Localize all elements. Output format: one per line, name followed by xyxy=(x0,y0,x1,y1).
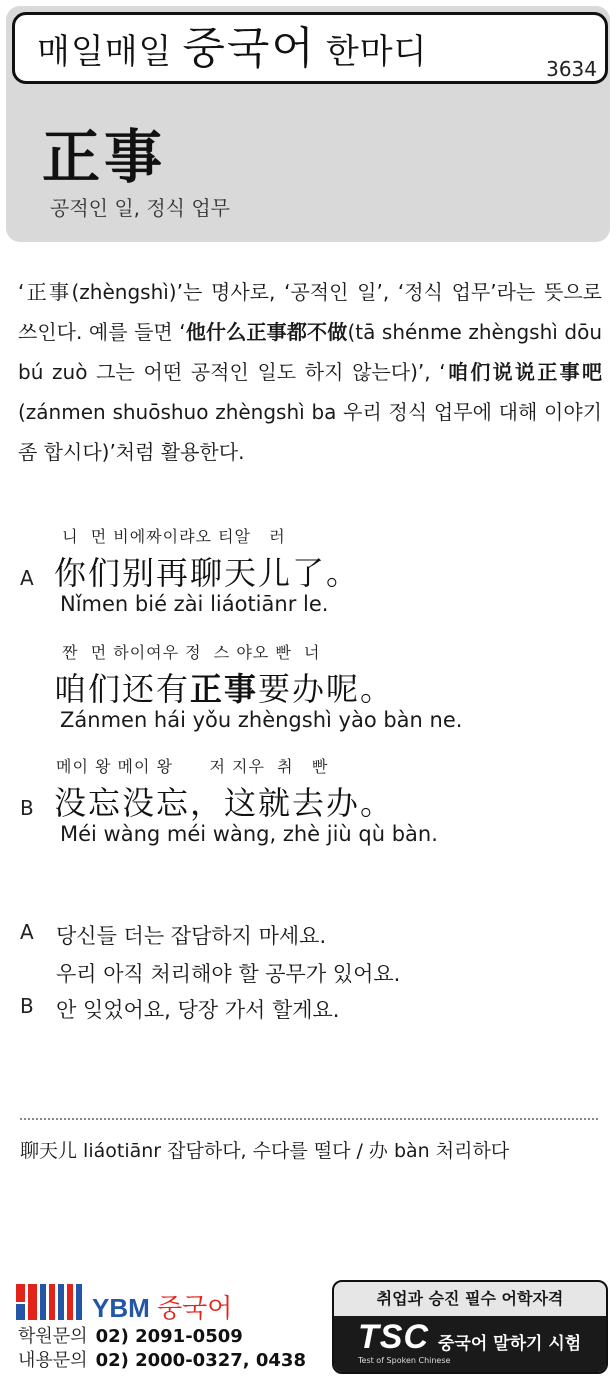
contact-number: 02) 2000-0327, 0438 xyxy=(95,1350,306,1371)
translation-speaker: B xyxy=(20,994,34,1018)
contact-number: 02) 2091-0509 xyxy=(95,1326,243,1347)
dialogue-line-2 xyxy=(0,638,616,738)
dialogue-speaker: B xyxy=(20,796,34,820)
ybm-brand-kor: 중국어 xyxy=(157,1293,233,1323)
dialogue-pinyin: Méi wàng méi wàng, zhè jiù qù bàn. xyxy=(60,822,438,846)
dialogue-hanzi: 你们别再聊天儿了。 xyxy=(54,554,361,592)
headword-meaning: 공적인 일, 정식 업무 xyxy=(50,196,230,220)
headword: 正事 xyxy=(42,123,167,191)
ybm-logo-icon xyxy=(16,1284,82,1320)
contact-label: 내용문의 xyxy=(18,1350,88,1371)
tsc-banner xyxy=(332,1280,608,1374)
series-title xyxy=(37,25,427,76)
vocabulary-note: 聊天儿 liáotiānr 잡담하다, 수다를 떨다 / 办 bàn 처리하다 xyxy=(20,1140,510,1162)
dialogue-hanzi-keyword: 正事 xyxy=(190,670,259,708)
translation-text: 안 잊었어요, 당장 가서 할게요. xyxy=(56,998,340,1022)
dialogue-reading: 짠 먼 하이여우 정 스 야오 빤 너 xyxy=(56,643,321,662)
dialogue-hanzi-post: 要办呢。 xyxy=(258,670,395,708)
tsc-tagline: 취업과 승진 필수 어학자격 xyxy=(376,1289,564,1308)
intro-text-1: ‘正事(zhèngshì)’는 명사로, ‘공적인 일’, ‘정식 업무’라는 뜻으로 쓰인다. 예를 들면 ‘ xyxy=(18,280,602,344)
dialogue-reading: 니 먼 비에짜이랴오 티알 러 xyxy=(56,527,286,546)
dialogue-hanzi: 没忘没忘，这就去办。 xyxy=(54,784,395,822)
translation-row xyxy=(0,920,616,956)
translation-text: 우리 아직 처리해야 할 공무가 있어요. xyxy=(56,962,401,986)
dialogue-line-3 xyxy=(0,752,616,852)
section-divider xyxy=(20,1118,598,1120)
contact-academy xyxy=(18,1322,243,1348)
dialogue-reading: 메이 왕 메이 왕 저 지우 취 빤 xyxy=(56,757,329,776)
intro-text-3: (zánmen shuōshuo zhèngshì ba 우리 정식 업무에 대해 이야기 좀 합시다)’처럼 활용한다. xyxy=(18,400,602,464)
dialogue-speaker: A xyxy=(20,566,34,590)
intro-example-1: 他什么正事都不做 xyxy=(185,320,348,344)
series-title-bar xyxy=(12,12,608,84)
tsc-logo: TSC xyxy=(358,1318,429,1356)
translation-row xyxy=(0,994,616,1030)
dialogue-line-1 xyxy=(0,522,616,622)
tsc-name: 중국어 말하기 시험 xyxy=(438,1334,582,1354)
header-panel xyxy=(6,6,610,242)
dialogue-pinyin: Zánmen hái yǒu zhèngshì yào bàn ne. xyxy=(60,708,463,732)
episode-number: 3634 xyxy=(546,57,597,81)
translation-text: 당신들 더는 잡담하지 마세요. xyxy=(56,924,327,948)
contact-label: 학원문의 xyxy=(18,1326,88,1347)
contact-content xyxy=(18,1346,306,1372)
intro-paragraph xyxy=(18,272,602,472)
dialogue-hanzi xyxy=(54,664,394,710)
translation-speaker: A xyxy=(20,920,34,944)
series-title-main: 중국어 xyxy=(182,23,316,74)
translation-row xyxy=(0,958,616,994)
intro-example-2: 咱们说说正事吧 xyxy=(445,360,603,384)
series-title-post: 한마디 xyxy=(325,32,428,72)
series-title-pre: 매일매일 xyxy=(37,32,173,72)
tsc-logo-subtitle: Test of Spoken Chinese xyxy=(358,1356,451,1365)
ybm-brand-en: YBM xyxy=(92,1293,150,1323)
tsc-band xyxy=(334,1316,606,1374)
intro-text-2: (tā shénme zhèngshì dōu bú zuò 그는 어떤 공적인 일도 하지 않는다)’, ‘ xyxy=(18,320,603,384)
dialogue-hanzi-pre: 咱们还有 xyxy=(54,670,191,708)
dialogue-pinyin: Nǐmen bié zài liáotiānr le. xyxy=(60,592,329,616)
ybm-brand-name xyxy=(92,1288,232,1325)
